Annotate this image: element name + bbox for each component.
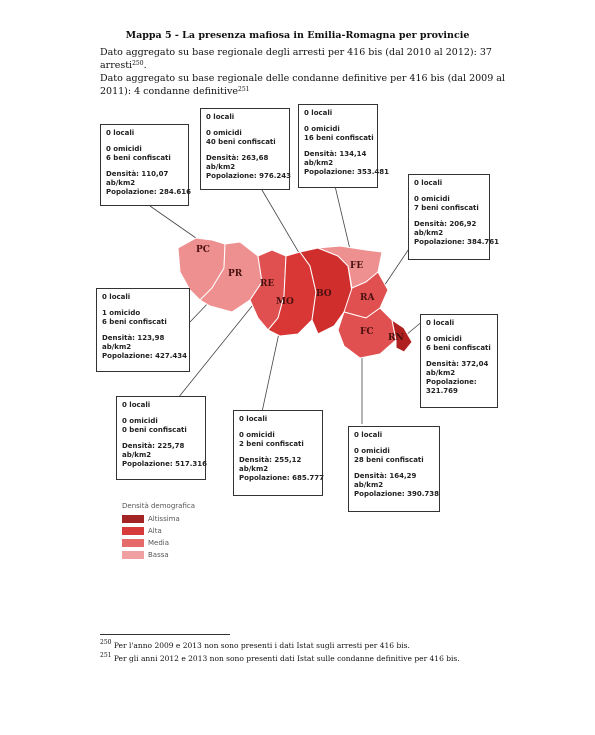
footnote-divider xyxy=(100,634,230,635)
omicidi-count: 0 omicidi xyxy=(106,145,142,153)
omicidi-count: 0 omicidi xyxy=(122,417,158,425)
footnote-number: 251 xyxy=(100,652,112,659)
densita-value: Densità: 255,12 xyxy=(239,456,302,464)
info-box-fc xyxy=(348,426,440,512)
label-fc: FC xyxy=(360,327,374,337)
densita-value: Densità: 123,98 xyxy=(102,334,165,342)
legend-item-bassa xyxy=(122,549,195,561)
page-title: Mappa 5 - La presenza mafiosa in Emilia-Romagna per provincie xyxy=(125,30,470,41)
densita-value: Densità: 134,14 xyxy=(304,150,367,158)
label-ra: RA xyxy=(360,293,375,303)
beni-confiscati: 7 beni confiscati xyxy=(414,204,479,212)
popolazione-value: Popolazione: 353.481 xyxy=(304,168,390,176)
omicidi-count: 0 omicidi xyxy=(304,125,340,133)
densita-unit: ab/km2 xyxy=(239,465,269,473)
popolazione-value: Popolazione: 427.434 xyxy=(102,352,188,360)
omicidi-count: 1 omicido xyxy=(102,309,141,317)
info-box-rn xyxy=(420,314,498,408)
popolazione-value: Popolazione: 384.761 xyxy=(414,238,500,246)
densita-unit: ab/km2 xyxy=(414,229,444,237)
footnote-251 xyxy=(100,654,460,663)
footnote-text: Per l'anno 2009 e 2013 non sono presenti i dati Istat sugli arresti per 416 bis. xyxy=(113,641,410,650)
densita-unit: ab/km2 xyxy=(426,369,456,377)
info-box-re xyxy=(116,396,206,480)
beni-confiscati: 2 beni confiscati xyxy=(239,440,304,448)
locali-count: 0 locali xyxy=(426,319,455,327)
label-rn: RN xyxy=(388,333,404,343)
info-box-pr xyxy=(96,288,190,372)
legend-swatch xyxy=(122,527,144,535)
province-shapes xyxy=(178,238,412,358)
beni-confiscati: 40 beni confiscati xyxy=(206,138,276,146)
density-legend xyxy=(122,502,195,561)
popolazione-value: Popolazione: 517.316 xyxy=(122,460,208,468)
legend-swatch xyxy=(122,551,144,559)
densita-unit: ab/km2 xyxy=(354,481,384,489)
locali-count: 0 locali xyxy=(414,179,443,187)
densita-value: Densità: 164,29 xyxy=(354,472,417,480)
densita-unit: ab/km2 xyxy=(304,159,334,167)
popolazione-value: Popolazione: xyxy=(426,378,477,386)
popolazione-value: Popolazione: 284.616 xyxy=(106,188,192,196)
omicidi-count: 0 omicidi xyxy=(206,129,242,137)
locali-count: 0 locali xyxy=(102,293,131,301)
omicidi-count: 0 omicidi xyxy=(414,195,450,203)
densita-value: Densità: 372,04 xyxy=(426,360,489,368)
locali-count: 0 locali xyxy=(106,129,135,137)
legend-swatch xyxy=(122,539,144,547)
label-pc: PC xyxy=(196,245,210,255)
popolazione-value: Popolazione: 685.777 xyxy=(239,474,325,482)
locali-count: 0 locali xyxy=(239,415,268,423)
densita-value: Densità: 225,78 xyxy=(122,442,185,450)
beni-confiscati: 16 beni confiscati xyxy=(304,134,374,142)
label-re: RE xyxy=(260,279,275,289)
legend-label: Bassa xyxy=(148,551,169,559)
popolazione-value: Popolazione: 390.738 xyxy=(354,490,440,498)
densita-value: Densità: 206,92 xyxy=(414,220,477,228)
footnote-number: 250 xyxy=(100,639,112,646)
locali-count: 0 locali xyxy=(354,431,383,439)
omicidi-count: 0 omicidi xyxy=(426,335,462,343)
info-box-pc xyxy=(100,124,192,206)
legend-title: Densità demografica xyxy=(122,502,195,510)
omicidi-count: 0 omicidi xyxy=(354,447,390,455)
footnote-text: Per gli anni 2012 e 2013 non sono presenti dati Istat sulle condanne definitive per 416 bis. xyxy=(113,654,460,663)
legend-swatch xyxy=(122,515,144,523)
legend-label: Media xyxy=(148,539,170,547)
legend-label: Alta xyxy=(148,527,162,535)
popolazione-value: Popolazione: 976.243 xyxy=(206,172,292,180)
legend-label: Altissima xyxy=(148,515,180,523)
popolazione-number: 321.769 xyxy=(426,387,458,395)
intro-line1-text: Dato aggregato su base regionale degli arresti per 416 bis (dal 2010 al 2012): 37 arresti xyxy=(100,47,492,71)
locali-count: 0 locali xyxy=(304,109,333,117)
locali-count: 0 locali xyxy=(206,113,235,121)
info-box-ra xyxy=(408,174,500,260)
beni-confiscati: 0 beni confiscati xyxy=(122,426,187,434)
locali-count: 0 locali xyxy=(122,401,151,409)
densita-unit: ab/km2 xyxy=(102,343,132,351)
label-fe: FE xyxy=(350,261,364,271)
densita-unit: ab/km2 xyxy=(122,451,152,459)
legend-item-media xyxy=(122,537,195,549)
info-box-bo xyxy=(200,108,290,190)
footnote-ref-250[interactable]: 250 xyxy=(132,60,144,67)
densita-value: Densità: 263,68 xyxy=(206,154,269,162)
label-pr: PR xyxy=(228,269,243,279)
info-box-mo xyxy=(233,410,323,496)
footnote-250 xyxy=(100,641,410,650)
beni-confiscati: 6 beni confiscati xyxy=(426,344,491,352)
intro-line1-end: . xyxy=(143,60,147,71)
legend-item-alta xyxy=(122,525,195,537)
densita-unit: ab/km2 xyxy=(206,163,236,171)
legend-item-altissima xyxy=(122,513,195,525)
beni-confiscati: 6 beni confiscati xyxy=(102,318,167,326)
label-mo: MO xyxy=(276,297,294,307)
label-bo: BO xyxy=(316,289,332,299)
beni-confiscati: 28 beni confiscati xyxy=(354,456,424,464)
beni-confiscati: 6 beni confiscati xyxy=(106,154,171,162)
densita-unit: ab/km2 xyxy=(106,179,136,187)
footnote-ref-251[interactable]: 251 xyxy=(238,86,250,93)
densita-value: Densità: 110,07 xyxy=(106,170,169,178)
omicidi-count: 0 omicidi xyxy=(239,431,275,439)
info-box-fe xyxy=(298,104,390,188)
intro-line2-text: Dato aggregato su base regionale delle condanne definitive per 416 bis (dal 2009 al 2011): 4 condanne definitive xyxy=(100,73,505,97)
